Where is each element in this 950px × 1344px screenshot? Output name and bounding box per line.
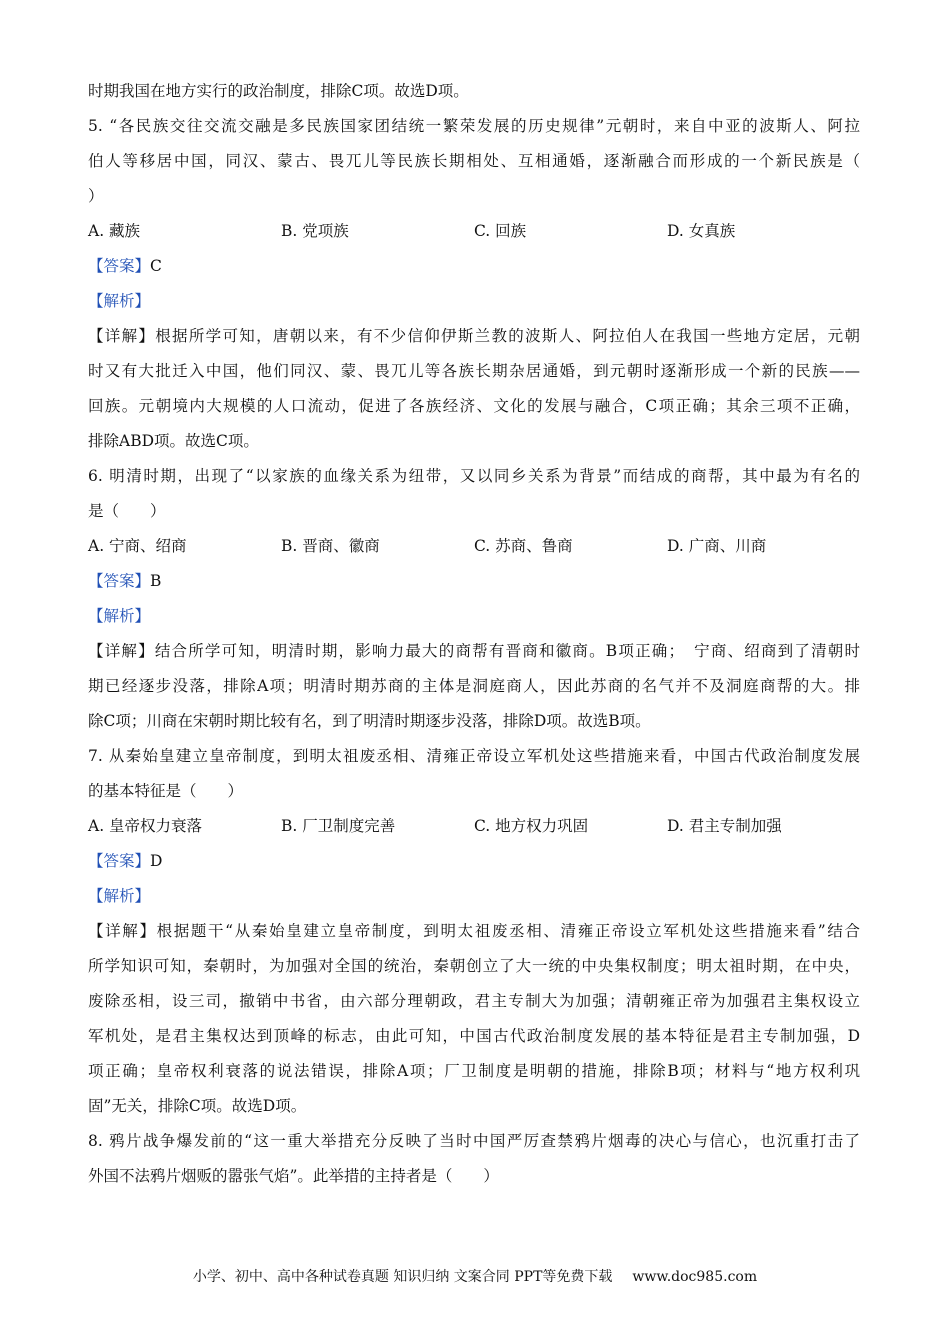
option-a: A. 皇帝权力衰落	[88, 817, 203, 835]
footer-text: 小学、初中、高中各种试卷真题 知识归纳 文案合同 PPT等免费下载	[192, 1269, 613, 1285]
option-d: D. 广商、川商	[667, 537, 767, 555]
question-5-stem: 伯人等移居中国，同汉、蒙古、畏兀儿等民族长期相处、互相通婚，逐渐融合而形成的一个新民族是（	[88, 152, 860, 170]
option-c: C. 地方权力巩固	[474, 817, 589, 835]
detail-tag: 【详解】	[88, 642, 155, 660]
option-a: A. 藏族	[88, 222, 141, 240]
detail-line: 排除ABD项。故选C项。	[88, 432, 259, 450]
question-8-stem: 8. 鸦片战争爆发前的“这一重大举措充分反映了当时中国严厉查禁鸦片烟毒的决心与信心，也沉重打击了	[88, 1132, 860, 1150]
document-body	[88, 74, 860, 1194]
detail-line: 固”无关，排除C项。故选D项。	[88, 1097, 307, 1115]
detail-line	[88, 914, 860, 949]
option-d: D. 君主专制加强	[667, 817, 782, 835]
question-6-options	[88, 529, 860, 564]
detail-text: 结合所学可知，明清时期，影响力最大的商帮有晋商和徽商。B项正确； 宁商、绍商到了清朝时	[154, 642, 860, 660]
analysis-line	[88, 599, 860, 634]
option-d: D. 女真族	[667, 222, 736, 240]
detail-line: 时又有大批迁入中国，他们同汉、蒙、畏兀儿等各族长期杂居通婚，到元朝时逐渐形成一个新的民族——	[88, 362, 860, 380]
detail-tag: 【详解】	[88, 327, 156, 345]
detail-line: 期已经逐步没落，排除A项；明清时期苏商的主体是洞庭商人，因此苏商的名气并不及洞庭商帮的大。排	[88, 677, 860, 695]
detail-line: 回族。元朝境内大规模的人口流动，促进了各族经济、文化的发展与融合，C项正确；其余三项不正确，	[88, 397, 860, 415]
answer-tag: 【答案】	[88, 257, 151, 275]
analysis-line	[88, 284, 860, 319]
question-6-stem: 6. 明清时期，出现了“以家族的血缘关系为纽带，又以同乡关系为背景”而结成的商帮，其中最为有名的	[88, 467, 860, 485]
option-b: B. 党项族	[281, 222, 349, 240]
analysis-tag: 【解析】	[88, 887, 151, 905]
question-7-stem: 7. 从秦始皇建立皇帝制度，到明太祖废丞相、清雍正帝设立军机处这些措施来看，中国古代政治制度发展	[88, 747, 860, 765]
question-7-stem: 的基本特征是（ ）	[88, 782, 244, 800]
question-8-stem: 外国不法鸦片烟贩的嚣张气焰”。此举措的主持者是（ ）	[88, 1167, 499, 1185]
option-b: B. 厂卫制度完善	[281, 817, 396, 835]
answer-value: D	[150, 852, 163, 870]
footer-url[interactable]: www.doc985.com	[632, 1269, 758, 1285]
answer-value: C	[150, 257, 162, 275]
detail-line: 除C项；川商在宋朝时期比较有名，到了明清时期逐步没落，排除D项。故选B项。	[88, 712, 651, 730]
analysis-line	[88, 879, 860, 914]
detail-line	[88, 319, 860, 354]
answer-line	[88, 564, 860, 599]
answer-value: B	[150, 572, 162, 590]
analysis-tag: 【解析】	[88, 292, 151, 310]
detail-line: 废除丞相，设三司，撤销中书省，由六部分理朝政，君主专制大为加强；清朝雍正帝为加强君主集权设立	[88, 992, 860, 1010]
question-5-stem: ）	[88, 187, 104, 205]
detail-line: 项正确；皇帝权利衰落的说法错误，排除A项；厂卫制度是明朝的措施，排除B项；材料与“地方权利巩	[88, 1062, 860, 1080]
answer-tag: 【答案】	[88, 852, 151, 870]
option-b: B. 晋商、徽商	[281, 537, 380, 555]
question-5-stem: 5. “各民族交往交流交融是多民族国家团结统一繁荣发展的历史规律”元朝时，来自中亚的波斯人、阿拉	[88, 117, 860, 135]
analysis-tag: 【解析】	[88, 607, 151, 625]
detail-text: 根据题干“从秦始皇建立皇帝制度，到明太祖废丞相、清雍正帝设立军机处这些措施来看”结合	[156, 922, 860, 940]
option-c: C. 苏商、鲁商	[474, 537, 573, 555]
detail-text: 根据所学可知，唐朝以来，有不少信仰伊斯兰教的波斯人、阿拉伯人在我国一些地方定居，元朝	[155, 327, 860, 345]
answer-line	[88, 844, 860, 879]
page-footer	[0, 1266, 950, 1286]
option-c: C. 回族	[474, 222, 527, 240]
text-line: 时期我国在地方实行的政治制度，排除C项。故选D项。	[88, 82, 469, 100]
question-6-stem: 是（ ）	[88, 502, 166, 520]
answer-line	[88, 249, 860, 284]
question-7-options	[88, 809, 860, 844]
detail-line	[88, 634, 860, 669]
detail-tag: 【详解】	[88, 922, 157, 940]
answer-tag: 【答案】	[88, 572, 151, 590]
question-5-options	[88, 214, 860, 249]
detail-line: 所学知识可知，秦朝时，为加强对全国的统治，秦朝创立了大一统的中央集权制度；明太祖时期，在中央，	[88, 957, 860, 975]
option-a: A. 宁商、绍商	[88, 537, 187, 555]
detail-line: 军机处，是君主集权达到顶峰的标志，由此可知，中国古代政治制度发展的基本特征是君主专制加强，D	[88, 1027, 860, 1045]
